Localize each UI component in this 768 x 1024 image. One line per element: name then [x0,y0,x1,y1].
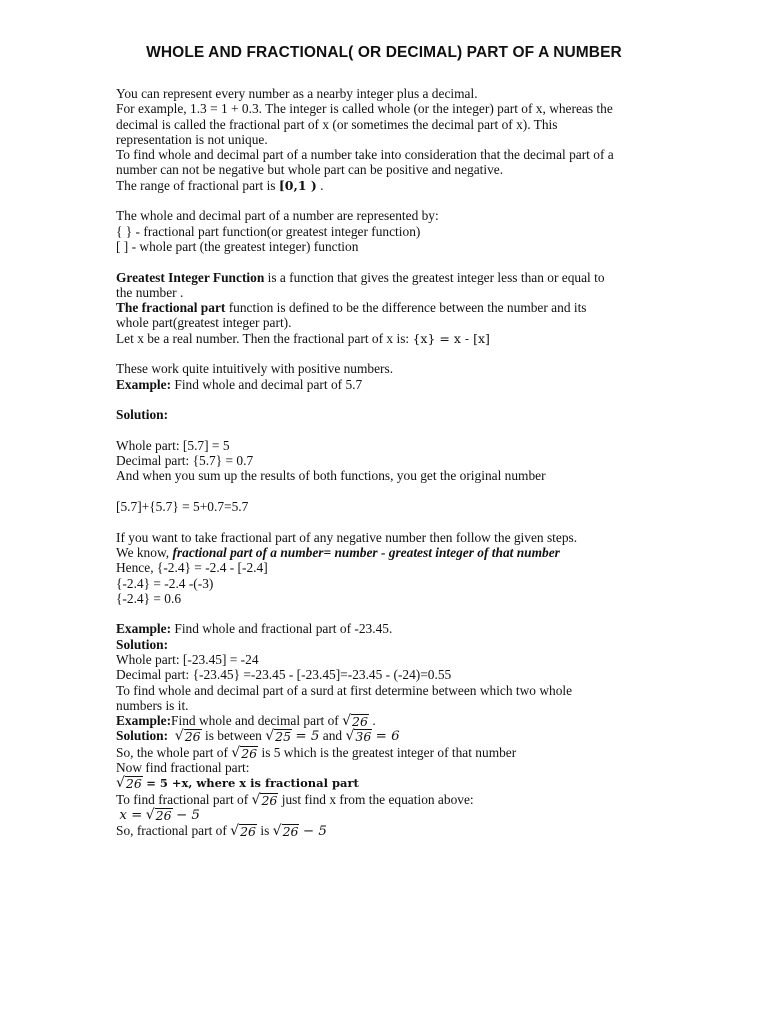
sqrt-26: √ 26 [272,823,299,840]
page-title: WHOLE AND FRACTIONAL( OR DECIMAL) PART OF A NUMBER [146,44,622,61]
sqrt-36: √ 36 [345,728,372,745]
intro-line-2: For example, 1.3 = 1 + 0.3. The integer is called whole (or the integer) part of x, whereas the [116,101,613,117]
fp-definition [116,300,656,315]
sqrt-25: √ 25 [265,728,292,745]
minus-5: − 5 [175,807,200,823]
example1-label: Example: [116,376,172,392]
find-prefix: To find fractional part of [116,791,249,807]
x-eq: x = [119,807,143,823]
eq-5: = 5 [295,729,320,745]
minus-5: − 5 [302,824,327,840]
surd-intro-2: numbers is it. [116,697,189,713]
equation-text: = 5 +x, where x is fractional part [146,776,359,791]
equation-line [116,775,656,791]
example1-decimal: Decimal part: {5.7} = 0.7 [116,453,254,469]
example2-text: Find whole and fractional part of -23.45. [171,621,393,637]
intro-line-6: number can not be negative but whole part can be positive and negative. [116,162,504,178]
example2-decimal: Decimal part: {-23.45} =-23.45 - [-23.45]=-23.45 - (-24)=0.55 [116,667,452,683]
fp-term: The fractional part [116,300,226,316]
gif-definition [116,270,656,285]
eq-6: = 6 [375,729,400,745]
intro-line-4: representation is not unique. [116,131,268,147]
negative-step-3: {-2.4} = 0.6 [116,590,182,606]
example3-label: Example: [116,713,172,729]
intro-line-3: decimal is called the fractional part of x (or sometimes the decimal part of x). This [116,116,558,132]
example3-line [116,713,656,728]
whole-prefix: So, the whole part of [116,744,228,760]
example1-solution [116,407,656,422]
example1-whole: Whole part: [5.7] = 5 [116,437,230,453]
gif-definition-line-2: the number . [116,284,184,300]
range-value: [0,1 ) [278,177,317,193]
negative-step-1: Hence, {-2.4} = -2.4 - [-2.4] [116,560,268,576]
example1-text: Find whole and decimal part of 5.7 [171,376,363,392]
so-is: is [260,823,270,839]
let-formula: {x} = x - [x] [412,330,490,346]
negative-rule: fractional part of a number= number - greatest integer of that number [172,544,560,560]
example2-solution [116,637,656,652]
surd-intro-1: To find whole and decimal part of a surd at first determine between which two whole [116,682,573,698]
gif-term: Greatest Integer Function [116,269,265,285]
example2-label: Example: [116,621,172,637]
intro-line-1: You can represent every number as a nearby integer plus a decimal. [116,86,478,101]
negative-rule-line [116,545,656,560]
fp-definition-line-2: whole part(greatest integer part). [116,315,292,331]
range-prefix: The range of fractional part is [116,177,276,193]
let-prefix: Let x be a real number. Then the fractional part of x is: [116,330,413,346]
fp-rest: function is defined to be the difference between the number and its [225,300,587,316]
example3-suffix: . [372,713,376,729]
range-suffix: . [320,177,324,193]
intro-line-5: To find whole and decimal part of a number take into consideration that the decimal part of a [116,147,614,163]
sqrt-26: √ 26 [116,775,142,792]
find-suffix: just find x from the equation above: [281,791,474,807]
example1-sum-text: And when you sum up the results of both functions, you get the original number [116,468,546,484]
negative-step-2: {-2.4} = -2.4 -(-3) [116,575,214,591]
sqrt-26: √ 26 [231,744,258,761]
example3-solution-line [116,728,656,744]
notation-line-1: The whole and decimal part of a number are represented by: [116,208,439,224]
and-text: and [322,728,343,744]
now-find-line: Now find fractional part: [116,760,250,776]
sqrt-26: √ 26 [342,713,368,730]
example1-sum-eq: [5.7]+{5.7} = 5+0.7=5.7 [116,499,249,515]
example1-solution-label: Solution: [116,407,169,423]
example2-solution-label: Solution: [116,636,169,652]
notation-line-2: { } - fractional part function(or greatest integer function) [116,223,421,239]
gif-rest: is a function that gives the greatest integer less than or equal to [264,269,605,285]
example1-line [116,377,656,392]
range-line [116,178,656,193]
so-prefix: So, fractional part of [116,823,227,839]
sqrt-26: √ 26 [145,806,172,823]
sqrt-26: √ 26 [174,728,201,745]
between-text: is between [204,728,262,744]
whole-part-line [116,745,656,760]
we-know: We know, [116,544,173,560]
sqrt-26: √ 26 [251,791,278,808]
whole-suffix: is 5 which is the greatest integer of that number [261,744,517,760]
example1-intro: These work quite intuitively with positive numbers. [116,361,394,377]
example3-text: Find whole and decimal part of [171,713,339,729]
conclusion-line [116,823,656,839]
document-body [116,86,656,840]
let-line [116,331,656,346]
example3-solution-label: Solution: [116,728,169,744]
sqrt-26: √ 26 [230,823,256,840]
negative-intro: If you want to take fractional part of any negative number then follow the given steps. [116,529,578,545]
x-equation-line [116,807,656,823]
example2-line [116,621,656,636]
example2-whole: Whole part: [-23.45] = -24 [116,651,259,667]
notation-line-3: [ ] - whole part (the greatest integer) function [116,238,359,254]
find-fractional-line [116,792,656,807]
